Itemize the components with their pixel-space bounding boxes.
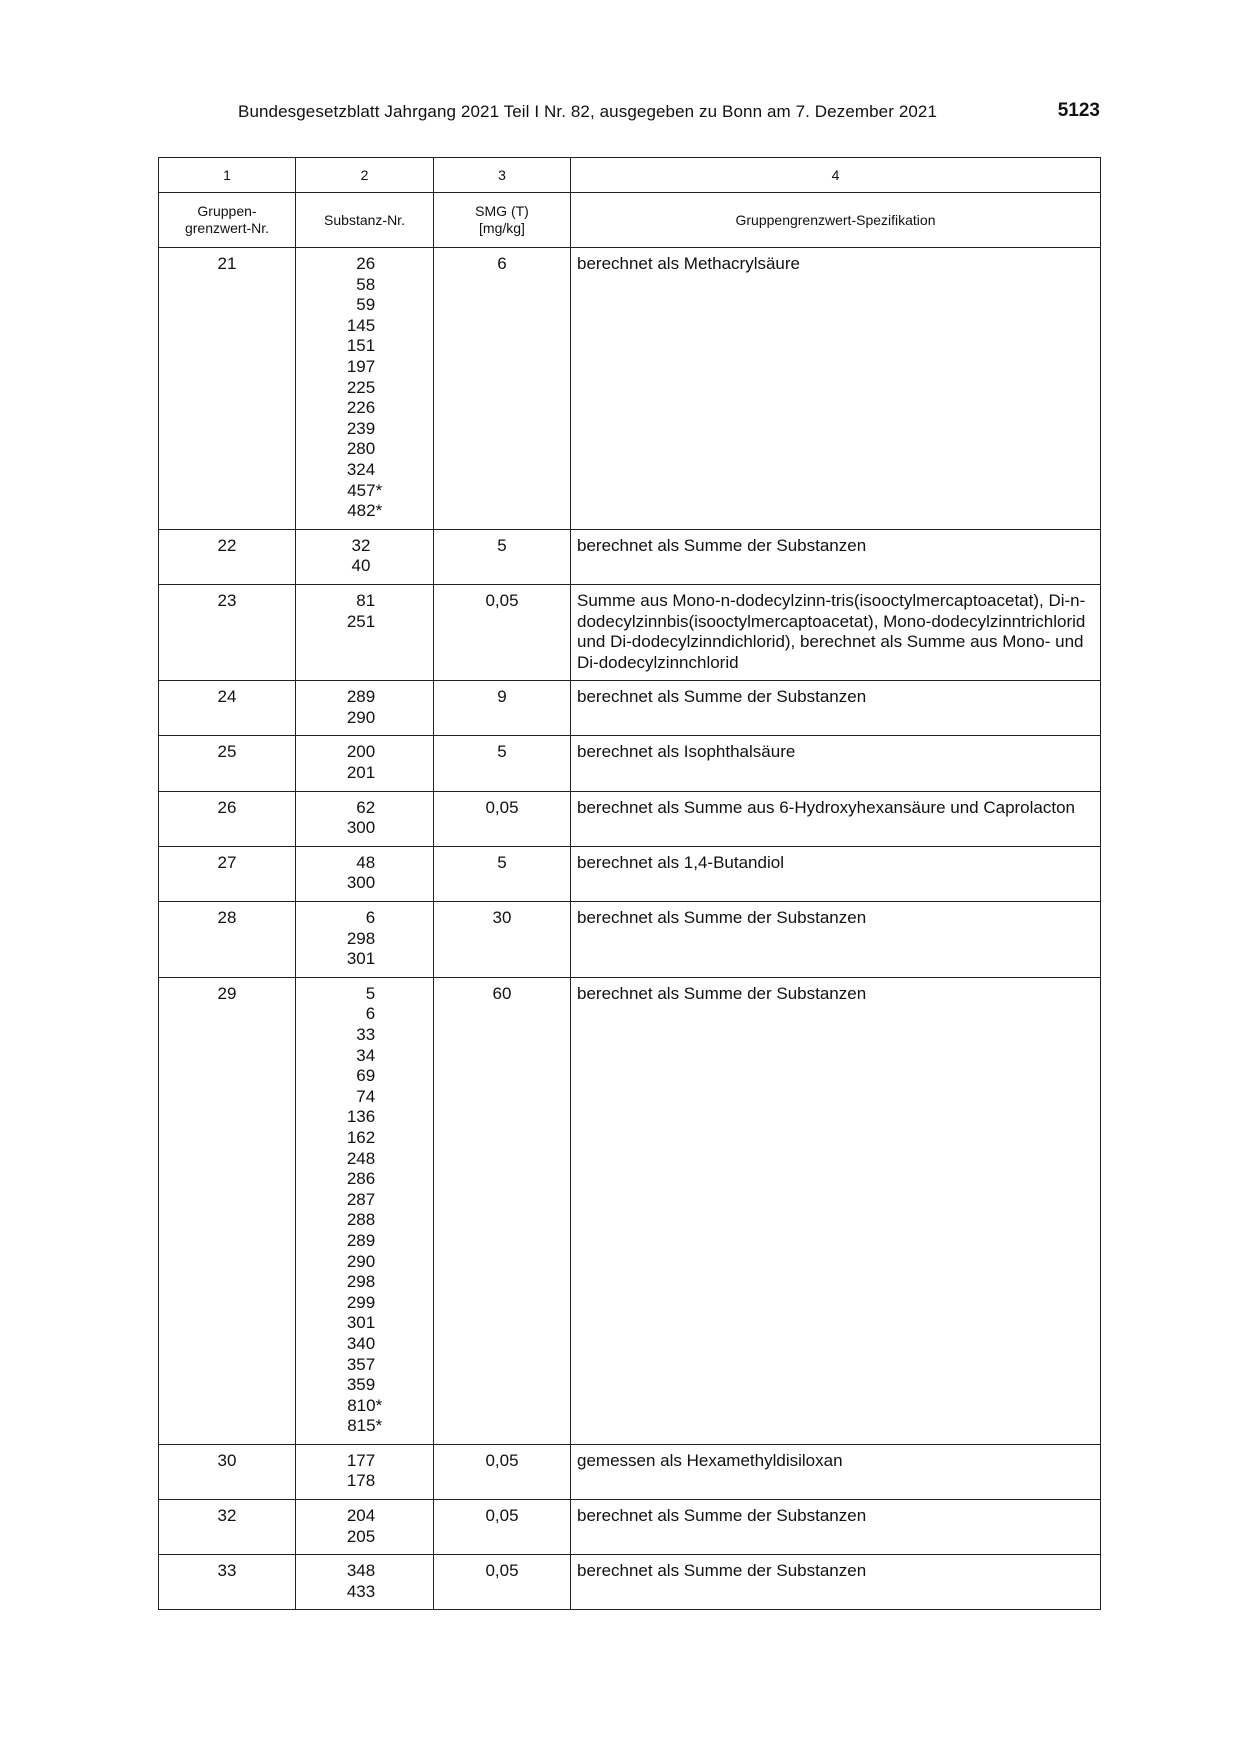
substance-number: 280 — [346, 439, 376, 459]
smg-value-cell: 0,05 — [434, 1500, 571, 1555]
table-row — [159, 1444, 1101, 1499]
specification-cell: berechnet als Summe der Substanzen — [571, 681, 1101, 736]
column-number: 1 — [159, 158, 296, 193]
substance-numbers-cell — [296, 529, 434, 584]
table-row — [159, 681, 1101, 736]
substance-number: 251 — [346, 611, 376, 631]
substance-number: 6 — [365, 908, 376, 928]
substance-number: 298 — [346, 1272, 376, 1292]
substance-number: 204 — [346, 1506, 376, 1526]
specification-cell: Summe aus Mono-n-dodecylzinn-tris(isooctylmercaptoacetat), Di-n-dodecylzinnbis(isooctylmercaptoacetat), Mono-dodecylzinntrichlorid und Di-dodecylzinndichlorid), berechnet als Summe aus Mono- und Di-dodecylzinnchlorid — [571, 584, 1101, 680]
substance-number: 324 — [346, 459, 376, 479]
substance-number: 810* — [347, 1395, 383, 1415]
smg-value-cell: 30 — [434, 902, 571, 978]
substance-number: 226 — [346, 398, 376, 418]
substance-number: 151 — [346, 336, 376, 356]
substance-number: 359 — [346, 1375, 376, 1395]
column-number: 3 — [434, 158, 571, 193]
substance-number: 74 — [356, 1086, 376, 1106]
specification-cell: berechnet als Methacrylsäure — [571, 248, 1101, 530]
specification-cell: berechnet als Summe der Substanzen — [571, 1555, 1101, 1610]
substance-list — [347, 1506, 382, 1547]
substance-number: 357 — [346, 1354, 376, 1374]
substance-numbers-cell — [296, 1444, 434, 1499]
substance-list — [347, 1561, 382, 1602]
substance-number: 48 — [356, 852, 376, 872]
running-header — [158, 100, 1100, 126]
substance-numbers-cell — [296, 1500, 434, 1555]
substance-number: 200 — [346, 742, 376, 762]
group-number-cell: 30 — [159, 1444, 296, 1499]
specification-cell: berechnet als 1,4-Butandiol — [571, 846, 1101, 901]
substance-number: 201 — [346, 763, 376, 783]
smg-value-cell: 6 — [434, 248, 571, 530]
header-title: Bundesgesetzblatt Jahrgang 2021 Teil I Nr. 82, ausgegeben zu Bonn am 7. Dezember 2021 — [238, 102, 938, 121]
substance-number: 34 — [356, 1045, 376, 1065]
smg-value-cell: 5 — [434, 736, 571, 791]
table-row — [159, 584, 1101, 680]
specification-cell: berechnet als Summe der Substanzen — [571, 977, 1101, 1444]
substance-number: 32 — [351, 535, 371, 555]
substance-number: 58 — [356, 274, 376, 294]
substance-number: 289 — [346, 687, 376, 707]
substance-list — [347, 742, 382, 783]
substance-number: 62 — [356, 797, 376, 817]
substance-number: 433 — [346, 1581, 376, 1601]
substance-list — [347, 1451, 382, 1492]
group-number-cell: 32 — [159, 1500, 296, 1555]
group-number-cell: 24 — [159, 681, 296, 736]
substance-number: 290 — [346, 1251, 376, 1271]
table-row — [159, 736, 1101, 791]
substance-number: 287 — [346, 1189, 376, 1209]
substance-numbers-cell — [296, 248, 434, 530]
column-header-substance-no: Substanz-Nr. — [296, 193, 434, 248]
smg-value-cell: 0,05 — [434, 1444, 571, 1499]
substance-numbers-cell — [296, 902, 434, 978]
group-number-cell: 27 — [159, 846, 296, 901]
column-number: 4 — [571, 158, 1101, 193]
substance-number: 197 — [346, 356, 376, 376]
smg-value-cell: 5 — [434, 529, 571, 584]
smg-value-cell: 60 — [434, 977, 571, 1444]
substance-number: 457* — [347, 480, 383, 500]
substance-number: 290 — [346, 707, 376, 727]
table-row — [159, 1500, 1101, 1555]
group-number-cell: 33 — [159, 1555, 296, 1610]
substance-list — [352, 536, 378, 577]
substance-list — [347, 687, 382, 728]
substance-number: 348 — [346, 1561, 376, 1581]
substance-number: 300 — [346, 818, 376, 838]
column-header-group-no: Gruppen- grenzwert-Nr. — [159, 193, 296, 248]
column-number: 2 — [296, 158, 434, 193]
substance-numbers-cell — [296, 736, 434, 791]
substance-number: 178 — [346, 1471, 376, 1491]
substance-list — [347, 798, 382, 839]
table-row — [159, 977, 1101, 1444]
substance-number: 5 — [365, 983, 376, 1003]
substance-number: 815* — [347, 1416, 383, 1436]
table-body — [159, 248, 1101, 1610]
specification-cell: berechnet als Summe der Substanzen — [571, 529, 1101, 584]
specification-cell: berechnet als Summe der Substanzen — [571, 902, 1101, 978]
substance-number: 40 — [351, 556, 371, 576]
smg-value-cell: 0,05 — [434, 1555, 571, 1610]
table-row — [159, 248, 1101, 530]
substance-number: 286 — [346, 1169, 376, 1189]
substance-number: 301 — [346, 949, 376, 969]
substance-number: 482* — [347, 501, 383, 521]
specification-cell: gemessen als Hexamethyldisiloxan — [571, 1444, 1101, 1499]
group-number-cell: 28 — [159, 902, 296, 978]
table-row — [159, 902, 1101, 978]
substance-number: 205 — [346, 1526, 376, 1546]
group-number-cell: 26 — [159, 791, 296, 846]
substance-number: 59 — [356, 295, 376, 315]
column-header-specification: Gruppengrenzwert-Spezifikation — [571, 193, 1101, 248]
substance-number: 248 — [346, 1148, 376, 1168]
substance-number: 340 — [346, 1333, 376, 1353]
substance-number: 288 — [346, 1210, 376, 1230]
substance-list — [347, 984, 382, 1437]
group-limit-table — [158, 157, 1101, 1610]
substance-number: 162 — [346, 1127, 376, 1147]
substance-numbers-cell — [296, 584, 434, 680]
group-number-cell: 29 — [159, 977, 296, 1444]
substance-number: 289 — [346, 1230, 376, 1250]
table-row — [159, 846, 1101, 901]
substance-number: 26 — [356, 254, 376, 273]
specification-cell: berechnet als Isophthalsäure — [571, 736, 1101, 791]
smg-value-cell: 9 — [434, 681, 571, 736]
column-header-row — [159, 193, 1101, 248]
specification-cell: berechnet als Summe der Substanzen — [571, 1500, 1101, 1555]
substance-numbers-cell — [296, 1555, 434, 1610]
group-number-cell: 25 — [159, 736, 296, 791]
table-row — [159, 791, 1101, 846]
specification-cell: berechnet als Summe aus 6-Hydroxyhexansäure und Caprolacton — [571, 791, 1101, 846]
substance-numbers-cell — [296, 846, 434, 901]
table-row — [159, 1555, 1101, 1610]
substance-number: 239 — [346, 418, 376, 438]
substance-number: 145 — [346, 315, 376, 335]
substance-number: 177 — [346, 1450, 376, 1470]
substance-list — [347, 591, 382, 632]
page-number: 5123 — [1057, 100, 1100, 121]
column-number-row — [159, 158, 1101, 193]
substance-number: 300 — [346, 873, 376, 893]
group-number-cell: 22 — [159, 529, 296, 584]
group-number-cell: 23 — [159, 584, 296, 680]
substance-list — [347, 908, 382, 970]
substance-number: 136 — [346, 1107, 376, 1127]
substance-numbers-cell — [296, 977, 434, 1444]
substance-number: 69 — [356, 1066, 376, 1086]
smg-value-cell: 5 — [434, 846, 571, 901]
substance-number: 81 — [356, 590, 376, 610]
smg-value-cell: 0,05 — [434, 584, 571, 680]
substance-numbers-cell — [296, 791, 434, 846]
substance-number: 299 — [346, 1292, 376, 1312]
substance-number: 33 — [356, 1025, 376, 1044]
substance-list — [347, 254, 382, 522]
substance-list — [347, 853, 382, 894]
substance-number: 298 — [346, 928, 376, 948]
group-number-cell: 21 — [159, 248, 296, 530]
substance-number: 301 — [346, 1313, 376, 1333]
substance-number: 225 — [346, 377, 376, 397]
smg-value-cell: 0,05 — [434, 791, 571, 846]
table-row — [159, 529, 1101, 584]
substance-numbers-cell — [296, 681, 434, 736]
substance-number: 6 — [365, 1004, 376, 1024]
column-header-smg: SMG (T) [mg/kg] — [434, 193, 571, 248]
